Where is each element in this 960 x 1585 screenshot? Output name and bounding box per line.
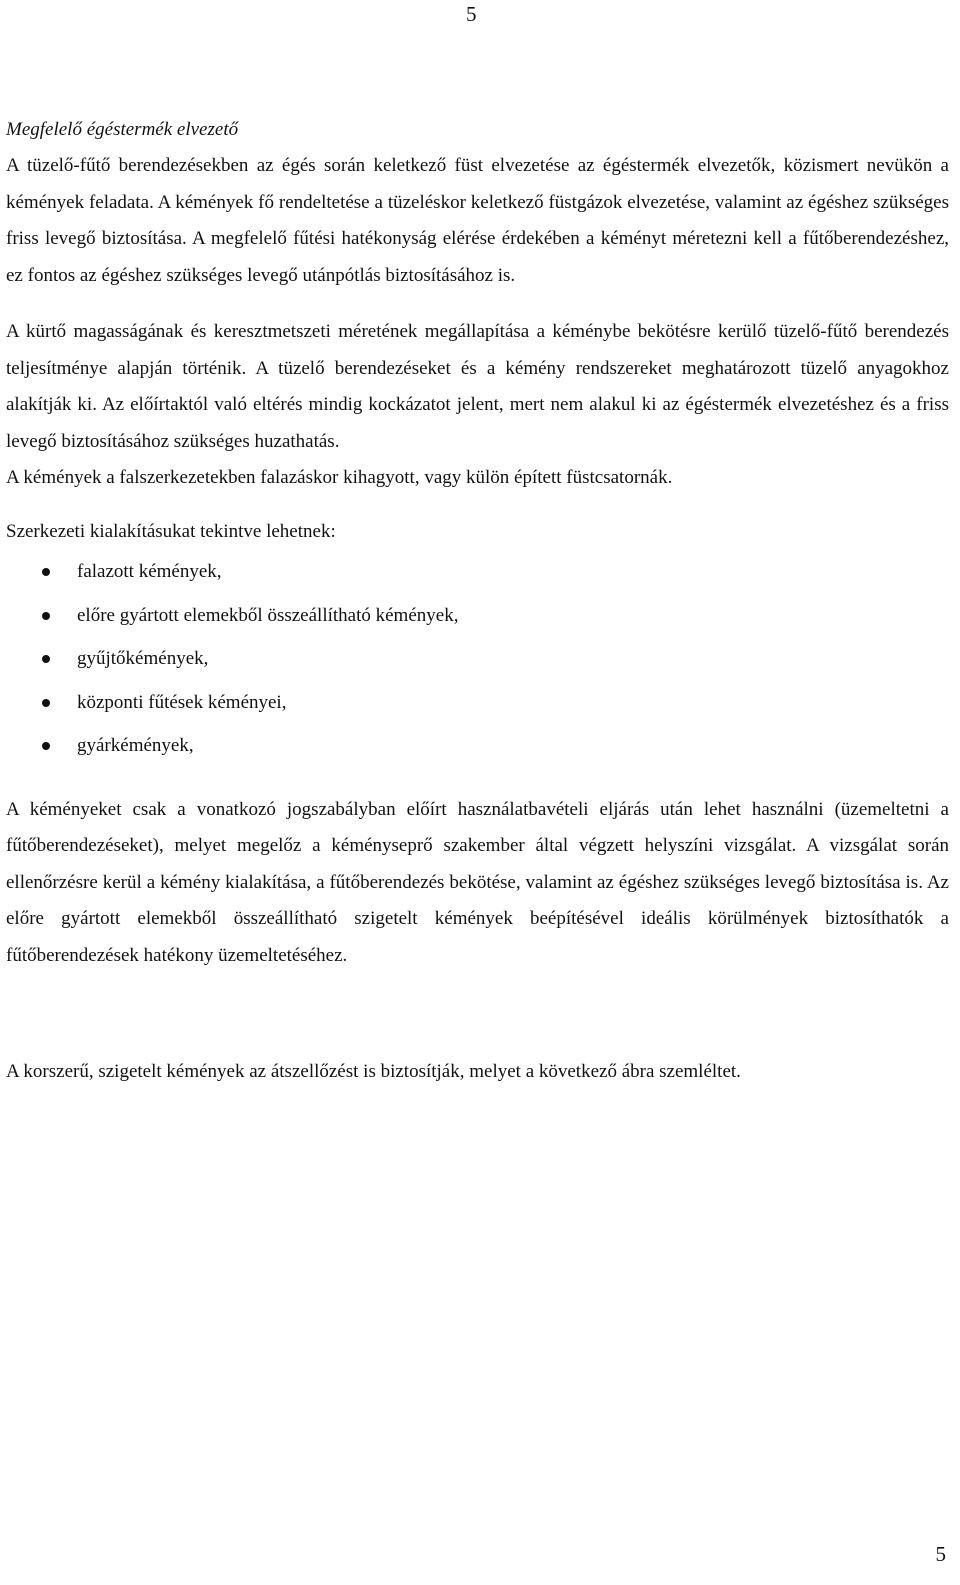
paragraph-flue-sizing: A kürtő magasságának és keresztmetszeti méretének megállapítása a kéménybe bekötésre kerülő tüzelő-fűtő berendezés teljesítménye alapján történik. A tüzelő berendezéseket és a kémény rendszereket meghatározott tüzelő anyagokhoz alakítják ki. Az előírtaktól való eltérés mindig kockázatot jelent, mert nem alakul ki az égéstermék elvezetéshez és a friss levegő biztosításához szükséges huzathatás. bbox=[6, 321, 949, 452]
bullet-icon bbox=[42, 742, 50, 750]
list-item: gyűjtőkémények, bbox=[6, 649, 949, 669]
list-item: előre gyártott elemekből összeállítható kémények, bbox=[6, 606, 949, 626]
list-item: gyárkémények, bbox=[6, 736, 949, 756]
list-item: központi fűtések kéményei, bbox=[6, 693, 949, 713]
page-number-top: 5 bbox=[466, 2, 477, 26]
bullet-icon bbox=[42, 612, 50, 620]
document-body bbox=[6, 112, 949, 1091]
paragraph-commissioning: A kéményeket csak a vonatkozó jogszabályban előírt használatbavételi eljárás után lehet használni (üzemeltetni a fűtőberendezéseket), melyet megelőz a kéményseprő szakember által végzett helyszíni vizsgálat. A vizsgálat során ellenőrzésre kerül a kémény kialakítása, a fűtőberendezés bekötése, valamint az égéshez szükséges levegő biztosítása is. Az előre gyártott elemekből összeállítható szigetelt kémények beépítésével ideális körülmények biztosíthatók a fűtőberendezések hatékony üzemeltetéséhez. bbox=[6, 798, 949, 966]
paragraph-ventilation: A korszerű, szigetelt kémények az átszellőzést is biztosítják, melyet a következő ábra szemléltet. bbox=[6, 1061, 741, 1082]
bullet-icon bbox=[42, 655, 50, 663]
paragraph-intro: A tüzelő-fűtő berendezésekben az égés során keletkező füst elvezetése az égéstermék elvezetők, közismert nevükön a kémények feladata. A kémények fő rendeltetése a tüzeléskor keletkező füstgázok elvezetése, valamint az égéshez szükséges friss levegő biztosítása. A megfelelő fűtési hatékonyság elérése érdekében a kéményt méretezni kell a fűtőberendezéshez, ez fontos az égéshez szükséges levegő utánpótlás biztosításához is. bbox=[6, 155, 949, 286]
bullet-icon bbox=[42, 699, 50, 707]
chimney-types-list bbox=[6, 562, 949, 756]
list-intro: Szerkezeti kialakításukat tekintve lehetnek: bbox=[6, 520, 336, 542]
page-number-bottom: 5 bbox=[935, 1542, 946, 1566]
paragraph-chimney-definition: A kémények a falszerkezetekben falazáskor kihagyott, vagy külön épített füstcsatornák. bbox=[6, 467, 673, 488]
list-item: falazott kémények, bbox=[6, 562, 949, 582]
bullet-icon bbox=[42, 568, 50, 576]
section-heading: Megfelelő égéstermék elvezető bbox=[6, 119, 239, 140]
